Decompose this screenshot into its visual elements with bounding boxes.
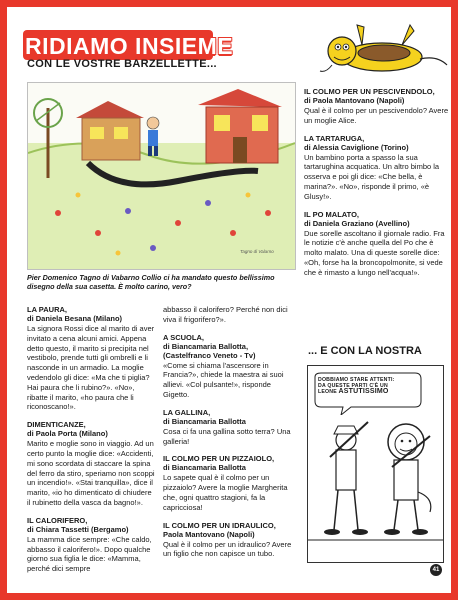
joke-title: LA PAURA, [27,305,67,314]
joke-item [304,87,450,126]
joke-author: di Daniela Graziano (Avellino) [304,218,410,228]
joke-title: IL CALORIFERO, [27,515,88,525]
joke-author: di Alessia Caviglione (Torino) [304,142,409,152]
joke-item [27,420,157,508]
joke-author: di Biancamaria Ballotta [163,463,246,473]
jokes-column-1 [27,305,157,582]
joke-text: Qual è il colmo per un idraulico? Avere un figlio che non capisce un tubo. [163,539,292,559]
jokes-column-2 [163,305,298,567]
joke-author: di Paola Mantovano (Napoli) [304,96,405,105]
joke-item [304,210,450,278]
joke-title: IL COLMO PER UN PIZZAIOLO, [163,454,275,464]
joke-author: di Paola Porta (Milano) [27,429,108,439]
joke-item [27,516,157,574]
joke-item [163,305,298,325]
joke-text: «Come si chiama l'ascensore in Francia?», chiede la maestra ai suoi allievi. «Col pulsante!», risponde Gigetto. [163,360,284,399]
cartoon-panel [307,365,444,563]
joke-item [163,333,298,400]
joke-text: Lo sapete qual è il colmo per un pizzaiolo? Avere la moglie Margherita che, ogni quattro stagioni, fa la capricciosa! [163,473,288,512]
joke-text: Cosa ci fa una gallina sotto terra? Una galleria! [163,426,291,446]
joke-title: DIMENTICANZE, [27,420,86,430]
joke-item [27,305,157,412]
page-number: 41 [430,564,442,576]
speech-bubble-text: DOBBIAMO STARE ATTENTI: DA QUESTE PARTI C'È UN LEONE ASTUTISSIMO [318,377,395,396]
joke-text: Un bambino porta a spasso la sua tartarughina acquatica. Un altro bimbo la osserva e poi gli dice: «Che bella, è marina?». «No», risponde il primo, «è Glusy!». [304,152,440,201]
joke-author: di Biancamaria Ballotta, (Castelfranco Veneto - Tv) [163,341,256,360]
section-heading: ... E CON LA NOSTRA [308,345,422,357]
joke-text: abbasso il calorifero? Perché non dici viva il frigorifero?». [163,305,288,324]
joke-title: LA GALLINA, [163,407,211,417]
joke-title: IL PO MALATO, [304,209,360,219]
joke-author: di Biancamaria Ballotta [163,416,246,426]
drawing-caption: Pier Domenico Tagno di Vabarno Collio ci ha mandato questo bellissimo disegno della sua casetta. È molto carino, vero? [27,273,275,291]
joke-item [163,408,298,447]
joke-text: La signora Rossi dice al marito di aver invitato a cena alcuni amici. Appena detto questo, il marito si precipita nel vestibolo, prende tutti gli ombrelli e li nasconde in un armadio. La moglie vedendolo gli dice: «Ma che ti piglia? Hai paura che li rubino?». «No», ribatte il marito, «ho paura che li riconoscano!». [27,324,155,412]
joke-author: di Daniela Besana (Milano) [27,314,123,323]
joke-title: IL COLMO PER UN IDRAULICO, [163,520,276,530]
joke-item [163,521,298,560]
page-subtitle: CON LE VOSTRE BARZELLETTE... [27,58,217,70]
joke-title: A SCUOLA, [163,332,204,342]
joke-text: Marito e moglie sono in viaggio. Ad un certo punto la moglie dice: «Accidenti, mi sono scordata di staccare la spina del ferro da stiro, speriamo non scoppi un incendio!». «Stai tranquilla», dice il marito, «io ho dimenticato di chiudere il rubinetto della vasca da bagno!». [27,439,155,507]
cartoon-illustration [308,412,443,562]
joke-text: Due sorelle ascoltano il giornale radio. Fra le notizie c'è anche quella del Po che è molto malato. Una di queste sorelle dice: «Oh, forse ha la broncopolmonite, si vede che è rimasto a lungo nell'acqua!». [304,228,445,277]
joke-title: LA TARTARUGA, [304,133,365,143]
joke-author: di Chiara Tassetti (Bergamo) [27,524,129,534]
mascot-illustration [302,15,451,85]
joke-item [304,134,450,202]
joke-author: Paola Mantovano (Napoli) [163,529,255,539]
joke-text: La mamma dice sempre: «Che caldo, abbasso il calorifero!». Dopo qualche giorno sua figlia le dice: «Mamma, perché dici sempre [27,534,152,574]
joke-item [163,454,298,512]
child-drawing-image [27,82,296,270]
magazine-page [7,7,451,593]
joke-text: Qual è il colmo per un pescivendolo? Avere un moglie Alice. [304,106,449,125]
page-title: RIDIAMO INSIEME [25,33,234,59]
jokes-column-3 [304,87,450,286]
joke-title: IL COLMO PER UN PESCIVENDOLO, [304,87,435,96]
drawing-signature: Tagno di Valarno [240,249,274,254]
